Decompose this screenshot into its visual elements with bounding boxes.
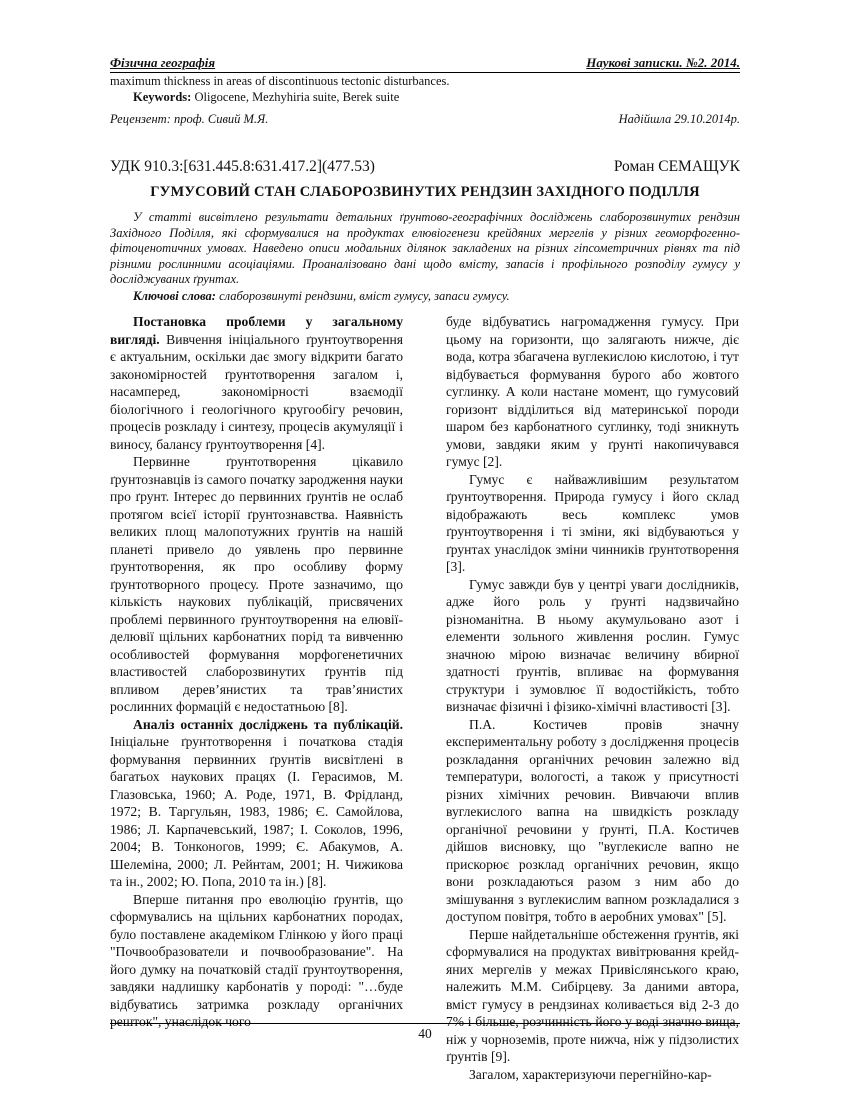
right-column <box>446 313 739 1083</box>
author-name: Роман СЕМАЩУК <box>613 158 740 175</box>
udk-row <box>110 158 740 176</box>
udk-code: УДК 910.3:[631.445.8:631.417.2](477.53) <box>110 158 375 175</box>
running-header <box>110 55 740 73</box>
abstract-tail-line: maximum thickness in areas of discontinuous tectonic disturbances. <box>110 74 450 88</box>
keywords-text: Oligocene, Mezhyhiria suite, Berek suite <box>191 90 400 104</box>
article-abstract: У статті висвітлено результати детальних ґрунтово-географічних досліджень слаборозвинутих рендзин Західного Поділля, які сформувалися на продуктах елювіогенези крейдяних мергелів у різних геоморфогенно-фітоценотичних умовах. Наведено описи модальних ділянок закладених на різних гіпсометричних рівнях та під різними рослинними асоціаціями. Проаналізовано дані щодо вмісту, запасів і профільного розподілу гумусу у досліджуваних ґрунтах. <box>110 210 740 287</box>
article-title: ГУМУСОВИЙ СТАН СЛАБОРОЗВИНУТИХ РЕНДЗИН ЗАХІДНОГО ПОДІЛЛЯ <box>150 184 700 200</box>
left-column <box>110 313 403 1031</box>
ua-keywords-text: слаборозвинуті рендзини, вміст гумусу, запаси гумусу. <box>215 289 510 303</box>
paragraph: Загалом, характеризуючи перегнійно-кар- <box>469 1066 712 1082</box>
paragraph <box>110 313 403 453</box>
keywords-label: Keywords: <box>133 90 192 104</box>
paragraph <box>110 716 403 891</box>
reviewer-row <box>110 112 740 127</box>
page-number: 40 <box>418 1026 432 1041</box>
ua-keywords-label: Ключові слова: <box>133 289 216 303</box>
english-keywords <box>110 89 740 105</box>
paragraph: Гумус є найважливішим результатом ґрунтоутворення. Природа гумусу і його склад відображають весь комплекс умов ґрунтоутворення і ті зміни, які відбуваються у ґрунтах унаслідок зміни чинників ґрунтотворення [3]. <box>446 471 739 574</box>
journal-title: Наукові записки. №2. 2014. <box>586 55 740 70</box>
paragraph: Первинне ґрунтотворення цікавило ґрунтознавців із самого початку зародження науки про ґрунт. Інтерес до первинних ґрунтів не ослаб протягом всієї історії ґрунтознавства. Наявність великих площ малопотужних ґрунтів на нашій планеті привело до уявлень про первинне ґрунтотворення, як про особливу форму ґрунтотворного процесу. Проте зазначимо, що кількість наукових публікацій, присвячених проблемі первинного ґрунтоутворення на елювії-делювії щільних карбонатних порід та вивченню особливостей формування морфогенетичних властивостей слаборозвинутих ґрунтів під впливом дерев’янистих та трав’янистих рослинних формацій є недостатньою [8]. <box>110 454 403 714</box>
reviewer-text: Рецензент: проф. Сивий М.Я. <box>110 112 269 126</box>
section-heading: Постановка проблеми у загальному вигляді. <box>110 314 403 347</box>
previous-article-tail <box>110 73 740 105</box>
paragraph-text: Вивчення ініціального ґрунтоутворення є актуальним, оскільки дає змогу відкрити багато закономірностей ґрунтотворення загалом і, насамперед, закономірності взаємодії біологічного і геологічного кругообігу речовин, процесів розкладу і синтезу, процесів акумуляції і виносу, балансу ґрунтоутворення [4]. <box>110 331 403 452</box>
section-title: Фізична географія <box>110 55 216 70</box>
received-date: Надійшла 29.10.2014р. <box>618 112 740 126</box>
paragraph: П.А. Костичев провів значну експериментальну роботу з дослідження процесів розкладання органічних речовин залежно від температури, вологості, а також у присутності різних хімічних речовин. Вивчаючи вплив вуглекислого вапна на швидкість розкладу органічної речовини у ґрунті, П.А. Костичев дійшов висновку, що "вуглекисле вапно не прискорює розклад органічних речовин, якщо вони розкладаються разом з ним або до змішування з вуглекислим вапном розкладалися з доступом повітря, тобто в аеробних умовах" [5]. <box>446 716 739 924</box>
section-heading: Аналіз останніх досліджень та публікацій. <box>133 716 403 732</box>
paragraph: Перше найдетальніше обстеження ґрунтів, які сформувалися на продуктах вивітрювання крейд-яних мергелів у межах Привіслянського краю, належить М.М. Сибірцеву. За даними автора, вміст гумусу в рендзинах коливається від 2-3 до 7% і більше, розчинність його у воді значно вища, ніж у чорноземів, проте нижча, ніж у підзолистих ґрунтів [9]. <box>446 926 739 1064</box>
paragraph: буде відбуватись нагромадження гумусу. При цьому на горизонти, що залягають нижче, діє вода, котра збагачена вуглекислою кислотою, і тут відбувається формування бурого або жовтого суглинку. А коли настане момент, що гумусовий горизонт відділиться від материнської породи шаром без карбонатного суглинку, тоді зникнуть умови, завдяки яким у ґрунті накопичувався гумус [2]. <box>446 314 739 469</box>
paragraph-text: Ініціальне ґрунтотворення і початкова стадія формування первинних ґрунтів висвітлені в багатьох наукових працях (І. Герасимов, М. Глазовська, 1960; А. Роде, 1971, В. Фрідланд, 1972; В. Таргульян, 1983, 1986; Є. Самойлова, 1986; Л. Карпачевський, 1987; І. Соколов, 1996, 2004; В. Тонконогов, 1999; Є. Абакумов, А. Шелеміна, 2000; Л. Рейнтам, 2001; Н. Чижикова та ін., 2002; Ю. Попа, 2010 та ін.) [8]. <box>110 734 403 889</box>
footer-rule <box>110 1023 740 1024</box>
paragraph: Гумус завжди був у центрі уваги дослідників, адже його роль у ґрунті надзвичайно різноманітна. В ньому акумульовано азот і елементи зольного живлення рослин. Гумус значною мірою визначає величину вбирної здатності ґрунтів, впливає на формування структури і зумовлює її водостійкість, тобто визначає фізичні і фізико-хімічні властивості [3]. <box>446 576 739 714</box>
paragraph: Вперше питання про еволюцію ґрунтів, що сформувались на щільних карбонатних породах, було поставлене академіком Глінкою у його праці "Почвообразователи и почвообразование". На його думку на початковій стадії ґрунтоутворення, завдяки надлишку карбонатів у породі: "…буде відбуватись затримка розкладу органічних решток", унаслідок чого <box>110 891 403 1029</box>
ukrainian-keywords <box>110 289 740 304</box>
